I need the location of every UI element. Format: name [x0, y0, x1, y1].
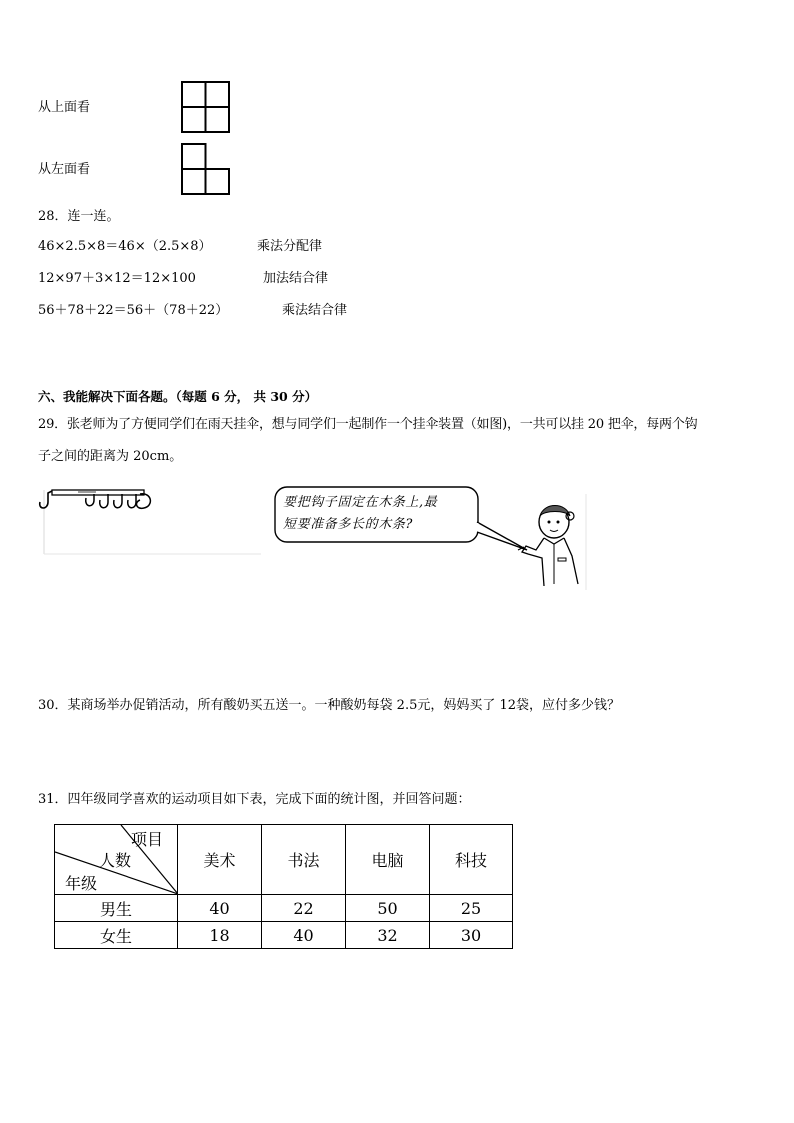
- table-cell: 25: [430, 895, 513, 922]
- q31-text: 31．四年级同学喜欢的运动项目如下表，完成下面的统计图，并回答问题：: [38, 792, 471, 807]
- table-corner-cell: [55, 825, 178, 895]
- row-label: 女生: [55, 922, 178, 949]
- q28-expr-1: 46×2.5×8＝46×（2.5×8）: [38, 239, 212, 254]
- sports-preference-table: [54, 824, 513, 949]
- bubble-line-2: 短要准备多长的木条?: [283, 517, 413, 532]
- q29-text-line1: 29．张老师为了方便同学们在雨天挂伞，想与同学们一起制作一个挂伞装置（如图)，一共可以挂 20 把伞，每两个钩: [38, 417, 698, 432]
- q28-expr-2: 12×97＋3×12＝12×100: [38, 271, 196, 286]
- q28-expr-3: 56＋78＋22＝56＋（78＋22）: [38, 303, 229, 318]
- corner-grade-label: 年级: [65, 874, 98, 893]
- table-cell: 40: [178, 895, 262, 922]
- q30-text: 30．某商场举办促销活动，所有酸奶买五送一。一种酸奶每袋 2.5元，妈妈买了 12袋，应付多少钱？: [38, 698, 621, 713]
- row-label: 男生: [55, 895, 178, 922]
- hook-rail-illustration: [36, 488, 266, 558]
- left-view-figure: [180, 142, 232, 196]
- bubble-line-1: 要把钩子固定在木条上,最: [283, 495, 438, 510]
- corner-count-label: 人数: [99, 851, 132, 870]
- corner-item-label: 项目: [131, 830, 164, 849]
- table-row: [55, 895, 513, 922]
- q28-law-1: 乘法分配律: [257, 239, 323, 254]
- q29-text-line2: 子之间的距离为 20cm。: [38, 449, 183, 464]
- section-6-heading: 六、我能解决下面各题。（每题 6 分， 共 30 分）: [38, 389, 318, 404]
- header-cell: 电脑: [346, 825, 430, 895]
- top-view-label: 从上面看: [38, 100, 91, 115]
- table-cell: 50: [346, 895, 430, 922]
- table-cell: 18: [178, 922, 262, 949]
- teacher-figure: [514, 494, 590, 590]
- left-view-label: 从左面看: [38, 162, 91, 177]
- header-cell: 书法: [262, 825, 346, 895]
- header-cell: 科技: [430, 825, 513, 895]
- top-view-figure: [180, 80, 232, 134]
- header-cell: 美术: [178, 825, 262, 895]
- table-cell: 22: [262, 895, 346, 922]
- table-row: [55, 922, 513, 949]
- q28-law-3: 乘法结合律: [282, 303, 348, 318]
- table-cell: 32: [346, 922, 430, 949]
- q28-law-2: 加法结合律: [263, 271, 329, 286]
- table-cell: 40: [262, 922, 346, 949]
- table-cell: 30: [430, 922, 513, 949]
- q28-title: 28．连一连。: [38, 209, 120, 224]
